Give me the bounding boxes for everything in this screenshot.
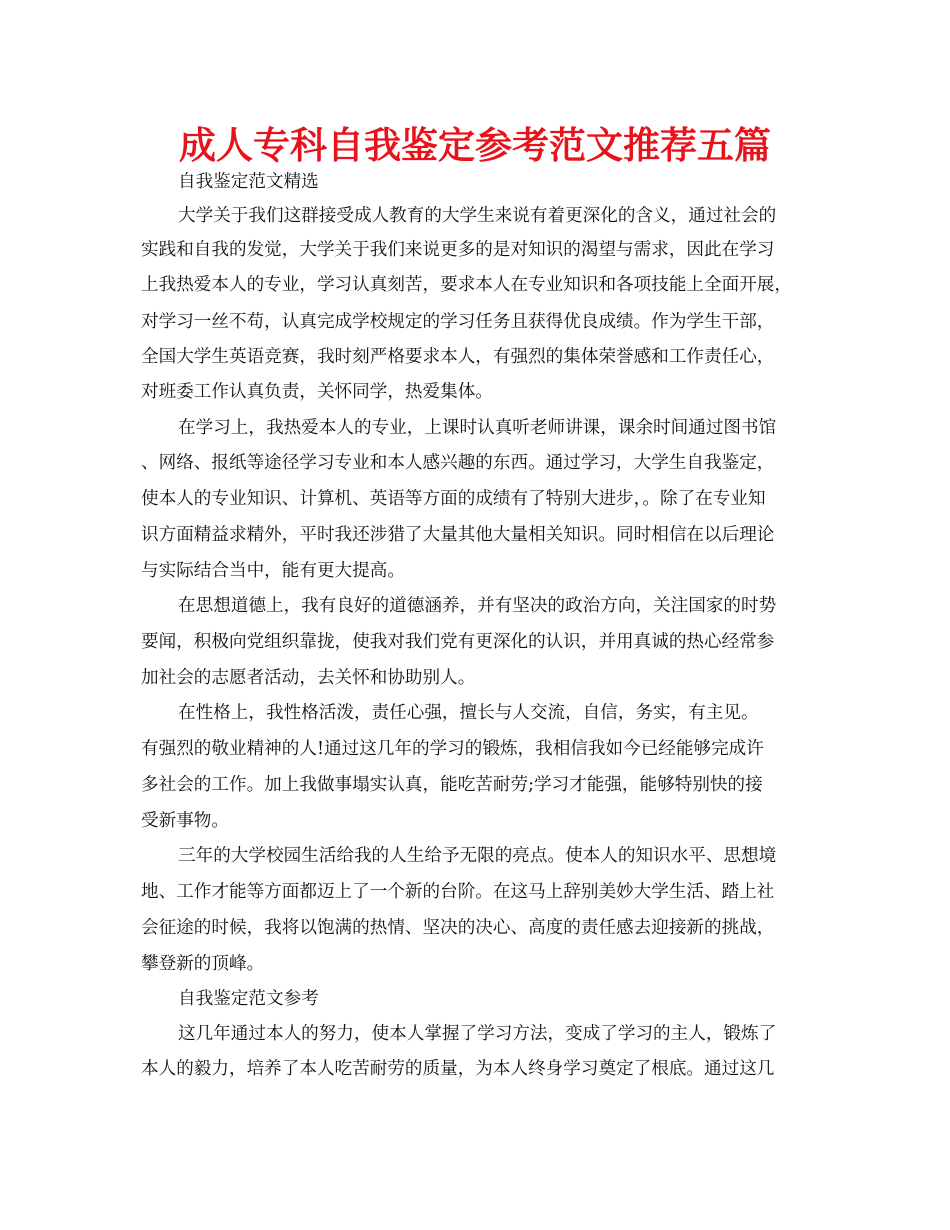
text-line: 上我热爱本人的专业，学习认真刻苦，要求本人在专业知识和各项技能上全面开展，	[141, 275, 792, 295]
text-line: 会征途的时候，我将以饱满的热情、坚决的决心、高度的责任感去迎接新的挑战，	[141, 918, 775, 938]
text-line: 在思想道德上，我有良好的道德涵养，并有坚决的政治方向，关注国家的时势	[178, 596, 777, 616]
document-title: 成人专科自我鉴定参考范文推荐五篇	[179, 124, 771, 167]
text-line: 加社会的志愿者活动，去关怀和协助别人。	[141, 668, 476, 688]
text-line: 在性格上，我性格活泼，责任心强，擅长与人交流，自信，务实，有主见。	[178, 703, 759, 723]
section-heading: 自我鉴定范文精选	[178, 172, 319, 192]
text-line: 、网络、报纸等途径学习专业和本人感兴趣的东西。通过学习，大学生自我鉴定，	[141, 453, 775, 473]
text-line: 对班委工作认真负责，关怀同学，热爱集体。	[141, 382, 493, 402]
text-line: 受新事物。	[141, 811, 229, 831]
text-line: 全国大学生英语竞赛，我时刻严格要求本人，有强烈的集体荣誉感和工作责任心，	[141, 347, 775, 367]
text-line: 有强烈的敬业精神的人!通过这几年的学习的锻炼，我相信我如今已经能够完成许	[141, 739, 764, 759]
text-line: 本人的毅力，培养了本人吃苦耐劳的质量，为本人终身学习奠定了根底。通过这几	[141, 1059, 775, 1079]
text-line: 这几年通过本人的努力，使本人掌握了学习方法，变成了学习的主人，锻炼了	[178, 1024, 777, 1044]
section-heading: 自我鉴定范文参考	[178, 989, 319, 1009]
text-line: 实践和自我的发觉，大学关于我们来说更多的是对知识的渴望与需求，因此在学习	[141, 240, 775, 260]
text-line: 在学习上，我热爱本人的专业，上课时认真听老师讲课，课余时间通过图书馆	[178, 418, 777, 438]
text-line: 使本人的专业知识、计算机、英语等方面的成绩有了特别大进步，。除了在专业知	[141, 489, 766, 509]
text-line: 地、工作才能等方面都迈上了一个新的台阶。在这马上辞别美妙大学生活、踏上社	[141, 882, 775, 902]
text-line: 对学习一丝不苟，认真完成学校规定的学习任务且获得优良成绩。作为学生干部，	[141, 312, 775, 332]
text-line: 要闻，积极向党组织靠拢，使我对我们党有更深化的认识，并用真诚的热心经常参	[141, 632, 775, 652]
text-line: 三年的大学校园生活给我的人生给予无限的亮点。使本人的知识水平、思想境	[178, 846, 777, 866]
text-line: 攀登新的顶峰。	[141, 954, 265, 974]
text-line: 与实际结合当中，能有更大提高。	[141, 561, 405, 581]
text-line: 多社会的工作。加上我做事塌实认真，能吃苦耐劳;学习才能强，能够特别快的接	[141, 775, 763, 795]
text-line: 识方面精益求精外，平时我还涉猎了大量其他大量相关知识。同时相信在以后理论	[141, 525, 775, 545]
text-line: 大学关于我们这群接受成人教育的大学生来说有着更深化的含义，通过社会的	[178, 206, 777, 226]
